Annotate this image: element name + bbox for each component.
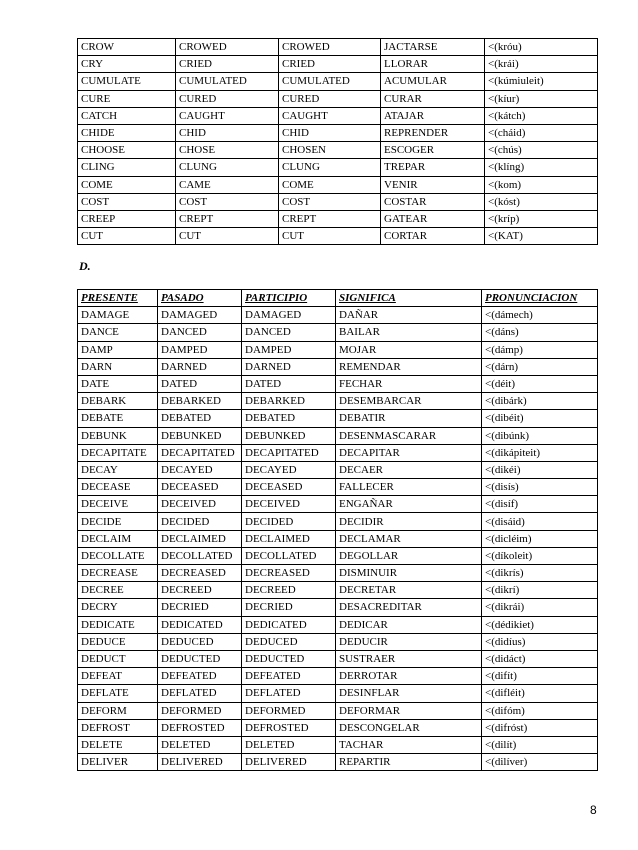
table-row (78, 479, 598, 496)
cell-participio: CLUNG (279, 159, 381, 176)
cell-pasado: DEDICATED (158, 616, 242, 633)
table-row (78, 599, 598, 616)
cell-participio: DAMAGED (242, 307, 336, 324)
cell-pronunciacion: <(kátch) (485, 107, 598, 124)
cell-significa: DECAPITAR (336, 444, 482, 461)
column-header-pasado: PASADO (158, 290, 242, 307)
table-row (78, 754, 598, 771)
cell-pronunciacion: <(króu) (485, 39, 598, 56)
section-label: D. (79, 259, 91, 273)
cell-significa: DECRETAR (336, 582, 482, 599)
cell-participio: DECREED (242, 582, 336, 599)
page-number: 8 (590, 803, 597, 817)
table-row (78, 39, 598, 56)
cell-pasado: CUMULATED (176, 73, 279, 90)
cell-significa: DEDICAR (336, 616, 482, 633)
verb-table-c (77, 38, 598, 245)
cell-pasado: DELETED (158, 736, 242, 753)
cell-presente: DECRY (78, 599, 158, 616)
cell-presente: DANCE (78, 324, 158, 341)
cell-participio: COME (279, 176, 381, 193)
cell-presente: CHIDE (78, 124, 176, 141)
table-row (78, 228, 598, 245)
table-row (78, 582, 598, 599)
cell-pasado: DARNED (158, 358, 242, 375)
cell-presente: DEBUNK (78, 427, 158, 444)
cell-pronunciacion: <(dikrái) (482, 599, 598, 616)
cell-pronunciacion: <(dicléim) (482, 530, 598, 547)
cell-pronunciacion: <(dibéit) (482, 410, 598, 427)
cell-participio: DECRIED (242, 599, 336, 616)
cell-pronunciacion: <(dédikiet) (482, 616, 598, 633)
cell-pronunciacion: <(difléit) (482, 685, 598, 702)
cell-participio: DEBATED (242, 410, 336, 427)
column-header-participio: PARTICIPIO (242, 290, 336, 307)
cell-pronunciacion: <(díkoleit) (482, 547, 598, 564)
cell-significa: LLORAR (381, 56, 485, 73)
cell-significa: REPARTIR (336, 754, 482, 771)
cell-participio: DEFORMED (242, 702, 336, 719)
cell-pronunciacion: <(difít) (482, 668, 598, 685)
cell-pasado: CLUNG (176, 159, 279, 176)
cell-presente: DECIDE (78, 513, 158, 530)
cell-significa: DESCONGELAR (336, 719, 482, 736)
table-row (78, 565, 598, 582)
cell-pasado: DANCED (158, 324, 242, 341)
cell-presente: DEFEAT (78, 668, 158, 685)
table-row (78, 393, 598, 410)
cell-pasado: CAUGHT (176, 107, 279, 124)
cell-presente: DEFLATE (78, 685, 158, 702)
cell-pasado: CAME (176, 176, 279, 193)
cell-significa: GATEAR (381, 210, 485, 227)
cell-pronunciacion: <(dárn) (482, 358, 598, 375)
cell-significa: DEGOLLAR (336, 547, 482, 564)
table-row (78, 719, 598, 736)
cell-presente: DELETE (78, 736, 158, 753)
cell-presente: DECEIVE (78, 496, 158, 513)
cell-pasado: DECAPITATED (158, 444, 242, 461)
table-row (78, 124, 598, 141)
cell-significa: DESENMASCARAR (336, 427, 482, 444)
cell-significa: DECLAMAR (336, 530, 482, 547)
cell-significa: VENIR (381, 176, 485, 193)
cell-significa: ENGAÑAR (336, 496, 482, 513)
cell-participio: DEBUNKED (242, 427, 336, 444)
cell-pasado: DEDUCED (158, 633, 242, 650)
cell-significa: ESCOGER (381, 142, 485, 159)
cell-presente: DARN (78, 358, 158, 375)
cell-pasado: DECIDED (158, 513, 242, 530)
cell-presente: DELIVER (78, 754, 158, 771)
cell-significa: ACUMULAR (381, 73, 485, 90)
table-row (78, 547, 598, 564)
table-row (78, 461, 598, 478)
table-row (78, 307, 598, 324)
cell-participio: CRIED (279, 56, 381, 73)
cell-pasado: DEBUNKED (158, 427, 242, 444)
cell-participio: DEDUCED (242, 633, 336, 650)
cell-significa: MOJAR (336, 341, 482, 358)
table-row (78, 73, 598, 90)
table-row (78, 702, 598, 719)
table-row (78, 685, 598, 702)
cell-pronunciacion: <(krái) (485, 56, 598, 73)
table-row (78, 142, 598, 159)
cell-presente: CURE (78, 90, 176, 107)
verb-table-d-body (78, 307, 598, 771)
cell-presente: CROW (78, 39, 176, 56)
cell-pasado: COST (176, 193, 279, 210)
cell-presente: DEBARK (78, 393, 158, 410)
cell-pronunciacion: <(disáid) (482, 513, 598, 530)
cell-presente: DEFROST (78, 719, 158, 736)
table-row (78, 375, 598, 392)
cell-pronunciacion: <(difróst) (482, 719, 598, 736)
cell-significa: DEDUCIR (336, 633, 482, 650)
cell-pasado: DEBATED (158, 410, 242, 427)
cell-presente: DECOLLATE (78, 547, 158, 564)
table-row (78, 90, 598, 107)
cell-pasado: DECREASED (158, 565, 242, 582)
cell-significa: ATAJAR (381, 107, 485, 124)
cell-participio: DEFEATED (242, 668, 336, 685)
table-row (78, 496, 598, 513)
cell-pasado: DEFLATED (158, 685, 242, 702)
cell-participio: DEDICATED (242, 616, 336, 633)
table-row (78, 159, 598, 176)
cell-participio: DELIVERED (242, 754, 336, 771)
cell-pronunciacion: <(dámp) (482, 341, 598, 358)
table-row (78, 530, 598, 547)
cell-significa: BAILAR (336, 324, 482, 341)
table-row (78, 341, 598, 358)
table-row (78, 444, 598, 461)
cell-presente: DEFORM (78, 702, 158, 719)
cell-presente: DEDUCT (78, 650, 158, 667)
cell-significa: DECAER (336, 461, 482, 478)
cell-pronunciacion: <(chús) (485, 142, 598, 159)
cell-participio: CROWED (279, 39, 381, 56)
cell-pronunciacion: <(kom) (485, 176, 598, 193)
cell-significa: DEBATIR (336, 410, 482, 427)
cell-presente: DECREASE (78, 565, 158, 582)
cell-pasado: DECEASED (158, 479, 242, 496)
cell-presente: DECAPITATE (78, 444, 158, 461)
table-row (78, 410, 598, 427)
cell-significa: SUSTRAER (336, 650, 482, 667)
cell-presente: DECAY (78, 461, 158, 478)
cell-participio: CURED (279, 90, 381, 107)
cell-significa: FECHAR (336, 375, 482, 392)
table-row (78, 358, 598, 375)
cell-participio: COST (279, 193, 381, 210)
cell-pasado: DAMAGED (158, 307, 242, 324)
cell-participio: DEFROSTED (242, 719, 336, 736)
cell-pasado: DEFROSTED (158, 719, 242, 736)
cell-pronunciacion: <(déit) (482, 375, 598, 392)
cell-pasado: DEBARKED (158, 393, 242, 410)
cell-pasado: CURED (176, 90, 279, 107)
cell-participio: DELETED (242, 736, 336, 753)
cell-presente: CHOOSE (78, 142, 176, 159)
cell-presente: DEDUCE (78, 633, 158, 650)
cell-participio: DAMPED (242, 341, 336, 358)
cell-participio: DECREASED (242, 565, 336, 582)
cell-pasado: DATED (158, 375, 242, 392)
table-row (78, 427, 598, 444)
cell-significa: CORTAR (381, 228, 485, 245)
cell-significa: REMENDAR (336, 358, 482, 375)
table-row (78, 56, 598, 73)
cell-participio: DECAYED (242, 461, 336, 478)
cell-presente: DAMP (78, 341, 158, 358)
table-row (78, 513, 598, 530)
table-row (78, 616, 598, 633)
cell-pronunciacion: <(klíng) (485, 159, 598, 176)
cell-participio: CAUGHT (279, 107, 381, 124)
cell-pronunciacion: <(dámech) (482, 307, 598, 324)
cell-pronunciacion: <(KAT) (485, 228, 598, 245)
cell-participio: DANCED (242, 324, 336, 341)
cell-significa: DAÑAR (336, 307, 482, 324)
cell-pronunciacion: <(kóst) (485, 193, 598, 210)
cell-significa: DECIDIR (336, 513, 482, 530)
cell-participio: DARNED (242, 358, 336, 375)
cell-pasado: DECLAIMED (158, 530, 242, 547)
cell-significa: DEFORMAR (336, 702, 482, 719)
cell-presente: CRY (78, 56, 176, 73)
table-row (78, 176, 598, 193)
cell-pronunciacion: <(disís) (482, 479, 598, 496)
cell-presente: CUT (78, 228, 176, 245)
cell-significa: DESACREDITAR (336, 599, 482, 616)
cell-pronunciacion: <(dikrí) (482, 582, 598, 599)
cell-presente: DECREE (78, 582, 158, 599)
cell-pasado: DEFEATED (158, 668, 242, 685)
cell-presente: CREEP (78, 210, 176, 227)
cell-presente: CATCH (78, 107, 176, 124)
cell-pronunciacion: <(dikápiteit) (482, 444, 598, 461)
cell-pronunciacion: <(dikrís) (482, 565, 598, 582)
cell-pasado: DECEIVED (158, 496, 242, 513)
cell-pasado: DELIVERED (158, 754, 242, 771)
cell-pronunciacion: <(cháid) (485, 124, 598, 141)
table-row (78, 736, 598, 753)
verb-table-c-body (78, 39, 598, 245)
cell-participio: DEDUCTED (242, 650, 336, 667)
cell-presente: DEBATE (78, 410, 158, 427)
cell-pasado: CROWED (176, 39, 279, 56)
cell-pasado: CREPT (176, 210, 279, 227)
cell-presente: COST (78, 193, 176, 210)
verb-table-d (77, 289, 598, 771)
cell-significa: DERROTAR (336, 668, 482, 685)
cell-participio: CHOSEN (279, 142, 381, 159)
cell-participio: DEFLATED (242, 685, 336, 702)
cell-significa: COSTAR (381, 193, 485, 210)
column-header-significa: SIGNIFICA (336, 290, 482, 307)
cell-pasado: CRIED (176, 56, 279, 73)
cell-pasado: CHOSE (176, 142, 279, 159)
cell-significa: TACHAR (336, 736, 482, 753)
cell-presente: COME (78, 176, 176, 193)
cell-pronunciacion: <(dibúnk) (482, 427, 598, 444)
cell-participio: CHID (279, 124, 381, 141)
cell-participio: CUMULATED (279, 73, 381, 90)
cell-significa: REPRENDER (381, 124, 485, 141)
table-row (78, 193, 598, 210)
cell-pasado: DECREED (158, 582, 242, 599)
cell-pronunciacion: <(dikéi) (482, 461, 598, 478)
cell-pronunciacion: <(dibárk) (482, 393, 598, 410)
cell-pronunciacion: <(kúmiuleit) (485, 73, 598, 90)
cell-pronunciacion: <(kíur) (485, 90, 598, 107)
table-row (78, 324, 598, 341)
cell-presente: DECEASE (78, 479, 158, 496)
table-row (78, 107, 598, 124)
cell-pronunciacion: <(dilít) (482, 736, 598, 753)
column-header-presente: PRESENTE (78, 290, 158, 307)
cell-pronunciacion: <(didíus) (482, 633, 598, 650)
cell-pronunciacion: <(dilíver) (482, 754, 598, 771)
cell-pronunciacion: <(dáns) (482, 324, 598, 341)
cell-pasado: DECAYED (158, 461, 242, 478)
cell-pasado: DECOLLATED (158, 547, 242, 564)
table-row (78, 650, 598, 667)
cell-pronunciacion: <(disíf) (482, 496, 598, 513)
cell-significa: CURAR (381, 90, 485, 107)
cell-significa: JACTARSE (381, 39, 485, 56)
cell-participio: DEBARKED (242, 393, 336, 410)
cell-presente: CLING (78, 159, 176, 176)
cell-participio: DECEIVED (242, 496, 336, 513)
cell-pasado: DEDUCTED (158, 650, 242, 667)
table-row (78, 633, 598, 650)
cell-pronunciacion: <(difóm) (482, 702, 598, 719)
cell-presente: DECLAIM (78, 530, 158, 547)
table-header-row (78, 290, 598, 307)
cell-participio: CREPT (279, 210, 381, 227)
column-header-pronunciacion: PRONUNCIACION (482, 290, 598, 307)
cell-presente: DATE (78, 375, 158, 392)
cell-presente: DAMAGE (78, 307, 158, 324)
cell-pasado: DEFORMED (158, 702, 242, 719)
cell-pasado: DAMPED (158, 341, 242, 358)
cell-participio: CUT (279, 228, 381, 245)
table-row (78, 210, 598, 227)
cell-participio: DECEASED (242, 479, 336, 496)
cell-significa: DESINFLAR (336, 685, 482, 702)
cell-presente: DEDICATE (78, 616, 158, 633)
cell-significa: DESEMBARCAR (336, 393, 482, 410)
cell-significa: FALLECER (336, 479, 482, 496)
cell-participio: DECLAIMED (242, 530, 336, 547)
cell-pasado: CHID (176, 124, 279, 141)
cell-significa: TREPAR (381, 159, 485, 176)
cell-pasado: DECRIED (158, 599, 242, 616)
cell-participio: DECOLLATED (242, 547, 336, 564)
table-row (78, 668, 598, 685)
cell-presente: CUMULATE (78, 73, 176, 90)
cell-participio: DECIDED (242, 513, 336, 530)
cell-significa: DISMINUIR (336, 565, 482, 582)
cell-participio: DECAPITATED (242, 444, 336, 461)
cell-pasado: CUT (176, 228, 279, 245)
cell-participio: DATED (242, 375, 336, 392)
cell-pronunciacion: <(didáct) (482, 650, 598, 667)
cell-pronunciacion: <(kríp) (485, 210, 598, 227)
